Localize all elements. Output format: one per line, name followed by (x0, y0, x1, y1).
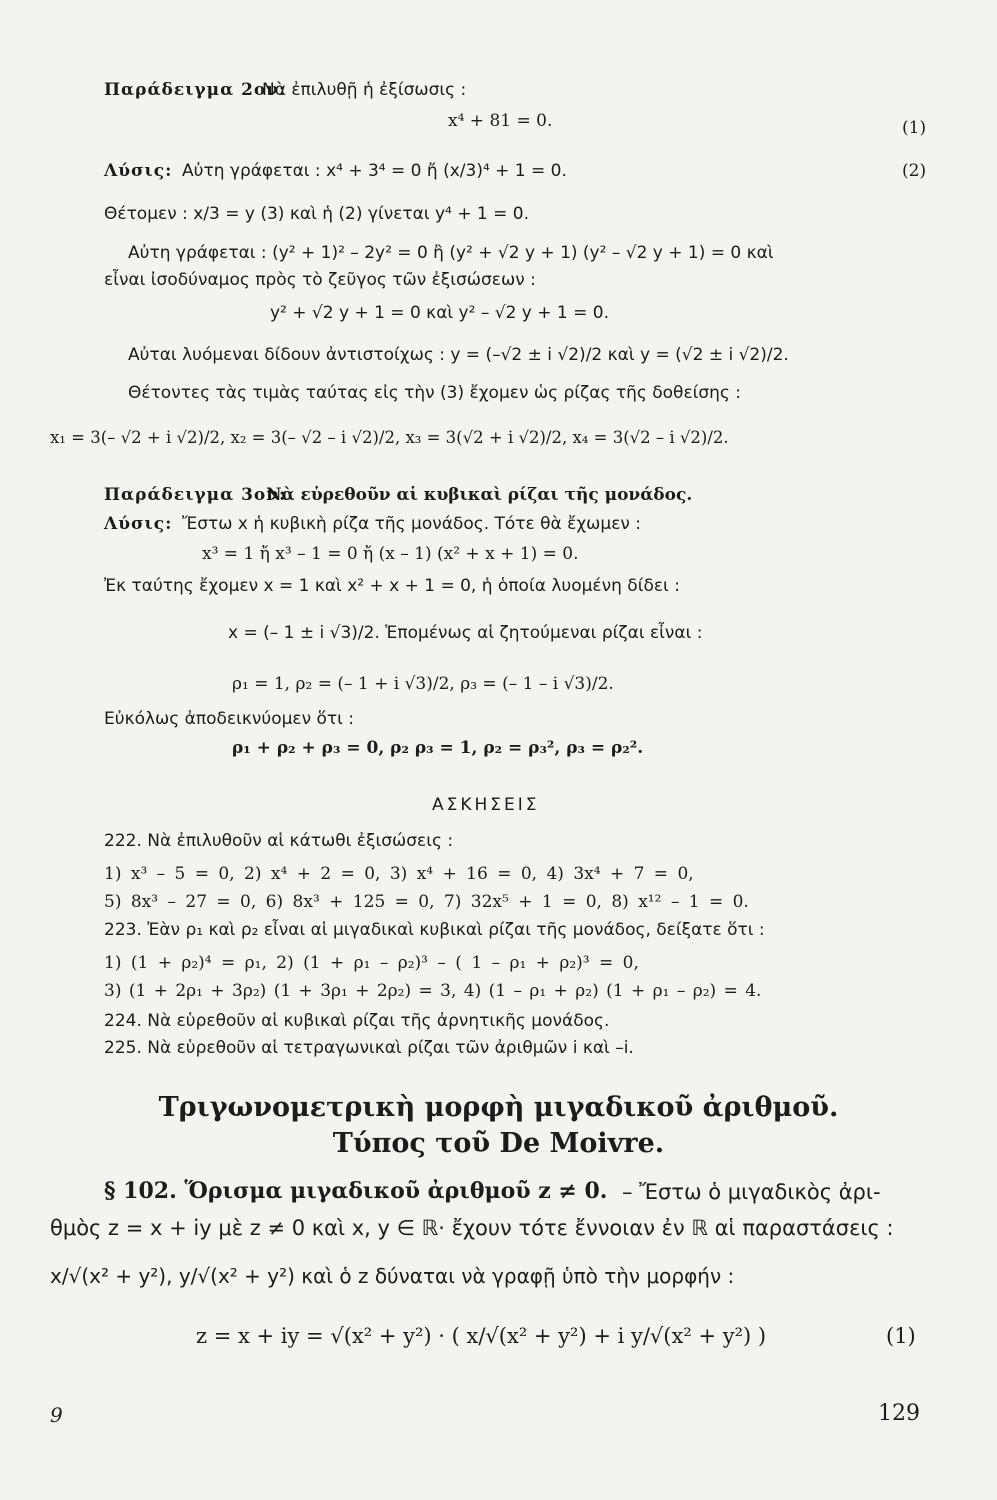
exercise-222: 222. Νὰ ἐπιλυθοῦν αἱ κάτωθι ἐξισώσεις : (104, 831, 454, 851)
exercises-heading: ΑΣΚΗΣΕΙΣ (432, 795, 540, 815)
example-3-line-2: x³ = 1 ἤ x³ – 1 = 0 ἤ (x – 1) (x² + x + 1) = 0. (202, 544, 579, 564)
equation-1: x⁴ + 81 = 0. (448, 111, 553, 131)
exercise-223-row-2: 3) (1 + 2ρ₁ + 3ρ₂) (1 + 3ρ₁ + 2ρ₂) = 3, 4) (1 – ρ₁ + ρ₂) (1 + ρ₁ – ρ₂) = 4. (104, 981, 762, 1001)
exercise-223: 223. Ἐὰν ρ₁ καὶ ρ₂ εἶναι αἱ μιγαδικαὶ κυβικαὶ ρίζαι τῆς μονάδος, δείξατε ὅτι : (104, 920, 765, 940)
example-3-line-1: Ἔστω x ἡ κυβικὴ ρίζα τῆς μονάδος. Τότε θὰ ἔχωμεν : (182, 514, 642, 534)
paragraph-102-line-1: – Ἔστω ὁ μιγαδικὸς ἀρι- (622, 1180, 881, 1204)
example-3-line-3: Ἐκ ταύτης ἔχομεν x = 1 καὶ x² + x + 1 = 0, ἡ ὁποία λυομένη δίδει : (104, 576, 680, 596)
example-3-line-7: ρ₁ + ρ₂ + ρ₃ = 0, ρ₂ ρ₃ = 1, ρ₂ = ρ₃², ρ₃ = ρ₂². (232, 738, 644, 758)
example-2-line-3: Θέτομεν : x/3 = y (3) καὶ ἡ (2) γίνεται y⁴ + 1 = 0. (104, 204, 529, 224)
page-number: 129 (878, 1401, 920, 1426)
example-2-line-6: y² + √2 y + 1 = 0 καὶ y² – √2 y + 1 = 0. (270, 303, 609, 323)
exercise-223-row-1: 1) (1 + ρ₂)⁴ = ρ₁, 2) (1 + ρ₁ – ρ₂)³ – ( 1 – ρ₁ + ρ₂)³ = 0, (104, 953, 639, 973)
section-title-line-2: Τύπος τοῦ De Moivre. (332, 1128, 665, 1159)
final-equation-number: (1) (886, 1324, 916, 1348)
example-2-line-4: Αὐτη γράφεται : (y² + 1)² – 2y² = 0 ἢ (y² + √2 y + 1) (y² – √2 y + 1) = 0 καὶ (128, 243, 774, 263)
example-3-line-5: ρ₁ = 1, ρ₂ = (– 1 + i √3)/2, ρ₃ = (– 1 – i √3)/2. (232, 674, 614, 694)
expression-line: x/√(x² + y²), y/√(x² + y²) καὶ ὁ z δύναται νὰ γραφῇ ὑπὸ τὴν μορφήν : (50, 1264, 735, 1288)
example-3-task: Νὰ εὑρεθοῦν αἱ κυβικαὶ ρίζαι τῆς μονάδος. (266, 485, 693, 505)
exercise-225: 225. Νὰ εὑρεθοῦν αἱ τετραγωνικαὶ ρίζαι τῶν ἀριθμῶν i καὶ –i. (104, 1038, 634, 1058)
example-2-roots: x₁ = 3(– √2 + i √2)/2, x₂ = 3(– √2 – i √2)/2, x₃ = 3(√2 + i √2)/2, x₄ = 3(√2 – i √2)/2. (50, 428, 729, 447)
exercise-224: 224. Νὰ εὑρεθοῦν αἱ κυβικαὶ ρίζαι τῆς ἀρνητικῆς μονάδος. (104, 1011, 610, 1031)
example-2-line-7: Αὐται λυόμεναι δίδουν ἀντιστοίχως : y = (–√2 ± i √2)/2 καὶ y = (√2 ± i √2)/2. (128, 345, 789, 365)
example-3-line-6: Εὐκόλως ἀποδεικνύομεν ὅτι : (104, 709, 355, 729)
paragraph-102-heading: § 102. Ὅρισμα μιγαδικοῦ ἀριθμοῦ z ≠ 0. (104, 1178, 608, 1204)
example-3-solution-label: Λύσις: (104, 514, 173, 534)
example-2-line-2: Αὐτη γράφεται : x⁴ + 3⁴ = 0 ἤ (x/3)⁴ + 1 = 0. (182, 161, 567, 181)
paragraph-102-line-2: θμὸς z = x + iy μὲ z ≠ 0 καὶ x, y ∈ ℝ· ἔχουν τότε ἔννοιαν ἐν ℝ αἱ παραστάσεις : (50, 1216, 894, 1240)
example-2-task: Νὰ ἐπιλυθῇ ἡ ἐξίσωσις : (262, 80, 467, 100)
signature-mark: 9 (50, 1403, 63, 1427)
exercise-222-row-2: 5) 8x³ – 27 = 0, 6) 8x³ + 125 = 0, 7) 32x⁵ + 1 = 0, 8) x¹² – 1 = 0. (104, 892, 749, 912)
exercise-222-row-1: 1) x³ – 5 = 0, 2) x⁴ + 2 = 0, 3) x⁴ + 16 = 0, 4) 3x⁴ + 7 = 0, (104, 864, 694, 884)
final-equation: z = x + iy = √(x² + y²) · ( x/√(x² + y²) + i y/√(x² + y²) ) (196, 1324, 767, 1348)
example-2-solution-label: Λύσις: (104, 161, 173, 181)
equation-1-number: (1) (902, 118, 927, 138)
example-3-line-4: x = (– 1 ± i √3)/2. Ἑπομένως αἱ ζητούμεναι ρίζαι εἶναι : (228, 623, 703, 643)
example-2-title: Παράδειγμα 2ον: (104, 80, 287, 100)
example-2-line-8: Θέτοντες τὰς τιμὰς ταύτας εἰς τὴν (3) ἔχομεν ὡς ρίζας τῆς δοθείσης : (128, 383, 742, 403)
example-3-title: Παράδειγμα 3ον: (104, 485, 287, 505)
section-title-line-1: Τριγωνομετρικὴ μορφὴ μιγαδικοῦ ἀριθμοῦ. (158, 1092, 839, 1123)
example-2-line-5: εἶναι ἰσοδύναμος πρὸς τὸ ζεῦγος τῶν ἐξισώσεων : (104, 270, 536, 290)
equation-2-number: (2) (902, 161, 927, 181)
